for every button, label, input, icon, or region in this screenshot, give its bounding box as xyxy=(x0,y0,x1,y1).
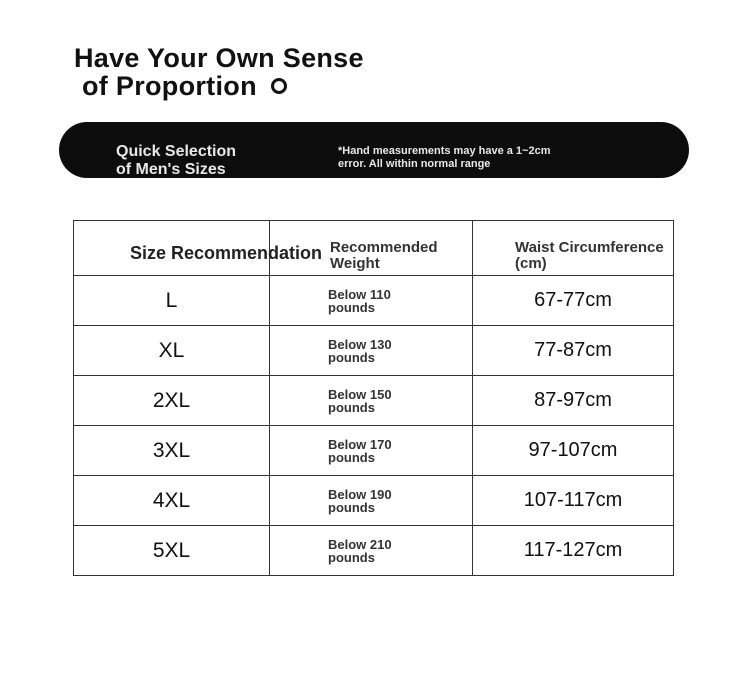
waist-cell xyxy=(473,476,674,526)
banner-title: Quick Selection of Men's Sizes xyxy=(116,143,237,178)
waist-cell xyxy=(473,326,674,376)
waist-cell xyxy=(473,426,674,476)
size-cell xyxy=(74,326,270,376)
title-line-2-wrap xyxy=(74,72,364,100)
size-cell xyxy=(74,376,270,426)
size-cell xyxy=(74,476,270,526)
measurement-note: *Hand measurements may have a 1~2cm error. All within normal range xyxy=(338,145,551,170)
waist-value: 87-97cm xyxy=(534,389,612,411)
weight-cell xyxy=(270,276,473,326)
size-value: L xyxy=(165,288,178,312)
weight-cell xyxy=(270,476,473,526)
size-cell xyxy=(74,526,270,576)
weight-value: Below 170 pounds xyxy=(328,436,392,465)
header-waist xyxy=(473,221,674,276)
waist-value: 97-107cm xyxy=(528,439,618,461)
waist-cell xyxy=(473,526,674,576)
table-header-row xyxy=(74,221,674,276)
weight-value: Below 130 pounds xyxy=(328,336,392,365)
weight-value: Below 210 pounds xyxy=(328,536,392,565)
header-waist-label: Waist Circumference (cm) xyxy=(515,239,664,272)
waist-value: 67-77cm xyxy=(534,289,612,311)
size-value: 5XL xyxy=(152,538,191,562)
header-size-label: Size Recommendation xyxy=(130,243,323,263)
waist-cell xyxy=(473,276,674,326)
size-value: 3XL xyxy=(152,438,191,462)
size-value: 4XL xyxy=(152,488,191,512)
weight-value: Below 150 pounds xyxy=(328,386,392,415)
table-row xyxy=(74,426,674,476)
title-line-1: Have Your Own Sense xyxy=(74,43,364,73)
weight-cell xyxy=(270,326,473,376)
header-weight xyxy=(270,221,473,276)
table-row xyxy=(74,326,674,376)
weight-value: Below 110 pounds xyxy=(328,286,391,315)
header-weight-label: Recommended Weight xyxy=(330,239,438,272)
table-row xyxy=(74,376,674,426)
table-row xyxy=(74,276,674,326)
weight-cell xyxy=(270,526,473,576)
size-cell xyxy=(74,276,270,326)
weight-cell xyxy=(270,376,473,426)
table-row xyxy=(74,476,674,526)
weight-cell xyxy=(270,426,473,476)
waist-value: 117-127cm xyxy=(523,539,623,561)
page-title xyxy=(74,44,364,100)
size-chart-table xyxy=(73,220,674,576)
waist-cell xyxy=(473,376,674,426)
waist-value: 107-117cm xyxy=(523,489,623,511)
ring-icon xyxy=(271,78,287,94)
size-value: 2XL xyxy=(152,388,191,412)
waist-value: 77-87cm xyxy=(534,339,612,361)
size-cell xyxy=(74,426,270,476)
size-value: XL xyxy=(158,338,185,362)
header-size xyxy=(74,221,323,276)
weight-value: Below 190 pounds xyxy=(328,486,392,515)
table-row xyxy=(74,526,674,576)
title-line-2: of Proportion xyxy=(82,71,257,101)
